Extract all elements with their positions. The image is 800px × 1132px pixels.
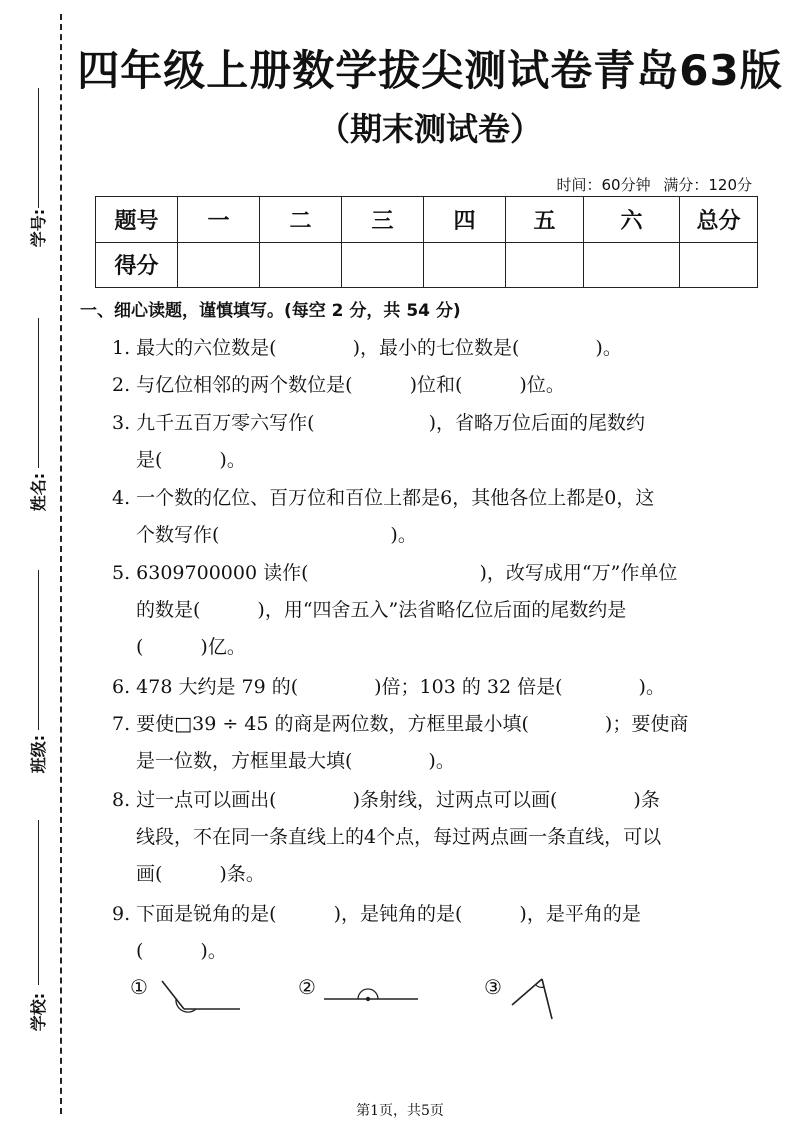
question-3 [112, 405, 732, 479]
question-line: 2. 与亿位相邻的两个数位是( )位和( )位。 [112, 374, 565, 396]
question-7 [112, 706, 732, 780]
score-header-cell: 题号 [96, 197, 178, 243]
score-cell[interactable] [680, 242, 758, 288]
question-line: 4. 一个数的亿位、百万位和百位上都是6，其他各位上都是0，这 [112, 487, 655, 509]
question-2 [112, 367, 732, 404]
question-line: ( )亿。 [136, 636, 246, 658]
question-5 [112, 555, 732, 666]
name-field [18, 318, 48, 518]
score-cell[interactable] [584, 242, 680, 288]
score-cell[interactable] [260, 242, 342, 288]
score-header-cell: 六 [584, 197, 680, 243]
straight-angle-icon [322, 975, 422, 1015]
page-title: 四年级上册数学拔尖测试卷青岛63版 [77, 46, 783, 95]
page-subtitle: （期末测试卷） [317, 110, 542, 148]
figure-3-label: ③ [484, 975, 502, 999]
page-footer: 第1页，共5页 [356, 1103, 444, 1119]
acute-angle-icon [508, 975, 568, 1023]
question-line: 线段，不在同一条直线上的4个点，每过两点画一条直线，可以 [136, 826, 662, 848]
figure-1-label: ① [130, 975, 148, 999]
question-line: ( )。 [136, 940, 227, 962]
section-title: 一、细心读题，谨慎填写。(每空 2 分，共 54 分) [80, 301, 461, 321]
score-row-label: 得分 [96, 242, 178, 288]
figure-1 [130, 975, 148, 999]
school-field [18, 820, 48, 1040]
exam-meta [556, 174, 752, 195]
score-table [95, 196, 758, 288]
question-1 [112, 330, 732, 367]
score-header-cell: 四 [424, 197, 506, 243]
question-line: 是一位数，方框里最大填( )。 [136, 750, 455, 772]
class-label: 班级: [29, 734, 48, 774]
score-header-cell: 三 [342, 197, 424, 243]
binding-dashed-line [60, 14, 62, 1114]
question-8 [112, 782, 732, 893]
score-cell[interactable] [178, 242, 260, 288]
student-id-label: 学号: [29, 208, 48, 248]
question-line: 9. 下面是锐角的是( )，是钝角的是( )，是平角的是 [112, 903, 641, 925]
question-line: 画( )条。 [136, 863, 265, 885]
score-header-cell: 二 [260, 197, 342, 243]
score-table-score-row [96, 242, 758, 288]
name-label: 姓名: [29, 472, 48, 512]
question-line: 5. 6309700000 读作( )，改写成用“万”作单位 [112, 562, 678, 584]
exam-time: 时间：60分钟 [556, 176, 651, 194]
student-id-line [38, 88, 39, 208]
angle-figures [130, 975, 570, 1025]
obtuse-angle-icon [154, 975, 244, 1015]
score-cell[interactable] [506, 242, 584, 288]
score-header-cell: 总分 [680, 197, 758, 243]
school-line [38, 820, 39, 985]
question-6 [112, 669, 732, 706]
question-line: 8. 过一点可以画出( )条射线，过两点可以画( )条 [112, 789, 660, 811]
exam-full-score: 满分：120分 [663, 176, 752, 194]
question-line: 6. 478 大约是 79 的( )倍；103 的 32 倍是( )。 [112, 676, 665, 698]
score-header-cell: 一 [178, 197, 260, 243]
question-line: 个数写作( )。 [136, 524, 417, 546]
question-line: 1. 最大的六位数是( )，最小的七位数是( )。 [112, 337, 622, 359]
question-line: 的数是( )，用“四舍五入”法省略亿位后面的尾数约是 [136, 599, 627, 621]
question-line: 3. 九千五百万零六写作( )，省略万位后面的尾数约 [112, 412, 645, 434]
score-table-header-row [96, 197, 758, 243]
score-cell[interactable] [342, 242, 424, 288]
figure-2-label: ② [298, 975, 316, 999]
class-line [38, 570, 39, 730]
name-line [38, 318, 39, 468]
school-label: 学校: [29, 992, 48, 1032]
score-cell[interactable] [424, 242, 506, 288]
class-field [18, 570, 48, 774]
question-line: 7. 要使□39 ÷ 45 的商是两位数，方框里最小填( )；要使商 [112, 713, 689, 735]
question-4 [112, 480, 732, 554]
question-9 [112, 896, 732, 970]
question-line: 是( )。 [136, 449, 246, 471]
figure-2 [298, 975, 316, 999]
student-id-field [18, 88, 48, 248]
score-header-cell: 五 [506, 197, 584, 243]
figure-3 [484, 975, 502, 999]
